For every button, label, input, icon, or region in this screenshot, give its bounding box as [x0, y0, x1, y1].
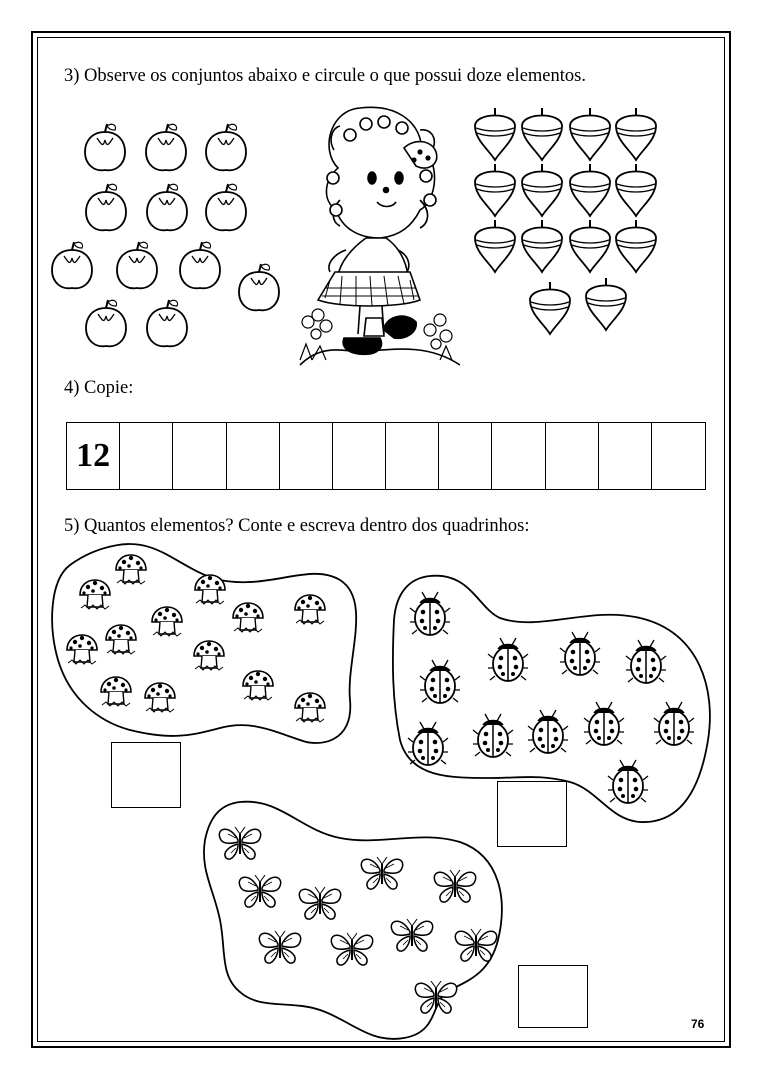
ladybug-icon: [560, 632, 600, 675]
butterfly-icon: [259, 931, 300, 963]
spinning-top-icon: [616, 108, 656, 160]
mushroom-icon: [295, 595, 325, 624]
fruit-icon: [239, 264, 279, 310]
mushroom-icon: [233, 603, 263, 632]
fruit-icon: [52, 242, 92, 288]
spinning-top-icon: [522, 108, 562, 160]
butterfly-icon: [391, 919, 432, 951]
fruit-icon: [206, 124, 246, 170]
ladybug-icon: [654, 702, 694, 745]
ladybug-icon: [420, 660, 460, 703]
question-3-text: 3) Observe os conjuntos abaixo e circule o que possui doze elementos.: [64, 66, 586, 86]
mushroom-set: [67, 555, 325, 722]
fruit-icon: [146, 124, 186, 170]
mushroom-icon: [80, 580, 110, 609]
mushroom-answer-box[interactable]: [111, 742, 181, 808]
ladybug-icon: [584, 702, 624, 745]
spinning-top-icon: [586, 278, 626, 330]
spinning-top-icon: [530, 282, 570, 334]
spinning-top-icon: [522, 164, 562, 216]
mushroom-icon: [295, 693, 325, 722]
spinning-top-icon: [570, 108, 610, 160]
question-4-text: 4) Copie:: [64, 378, 134, 398]
ladybug-icon: [528, 710, 568, 753]
spinning-top-icon: [522, 220, 562, 272]
mushroom-icon: [152, 607, 182, 636]
ladybug-set: [408, 592, 694, 803]
butterfly-icon: [219, 827, 260, 859]
spinning-top-icon: [570, 220, 610, 272]
ladybug-icon: [473, 714, 513, 757]
mushroom-icon: [194, 641, 224, 670]
butterfly-icon: [361, 857, 402, 889]
fruit-set: [52, 124, 279, 346]
butterfly-icon: [299, 887, 340, 919]
mushroom-icon: [116, 555, 146, 584]
fruit-icon: [147, 300, 187, 346]
spinning-top-icon: [616, 164, 656, 216]
girl-illustration: [300, 107, 460, 365]
spinning-top-icon: [475, 108, 515, 160]
fruit-icon: [86, 300, 126, 346]
butterfly-icon: [331, 933, 372, 965]
spinning-top-icon: [616, 220, 656, 272]
spinning-top-icon: [475, 164, 515, 216]
fruit-icon: [147, 184, 187, 230]
mushroom-icon: [145, 683, 175, 712]
mushroom-icon: [243, 671, 273, 700]
ladybug-icon: [410, 592, 450, 635]
fruit-icon: [180, 242, 220, 288]
mushroom-icon: [101, 677, 131, 706]
butterfly-icon: [239, 875, 280, 907]
fruit-icon: [206, 184, 246, 230]
fruit-icon: [85, 124, 125, 170]
ladybug-icon: [408, 722, 448, 765]
ladybug-answer-box[interactable]: [497, 781, 567, 847]
spinning-top-icon: [475, 220, 515, 272]
butterfly-icon: [455, 929, 496, 961]
butterfly-answer-box[interactable]: [518, 965, 588, 1028]
mushroom-icon: [67, 635, 97, 664]
fruit-icon: [86, 184, 126, 230]
butterfly-icon: [434, 870, 475, 902]
ladybug-icon: [608, 760, 648, 803]
spinning-top-set: [475, 108, 656, 334]
spinning-top-icon: [570, 164, 610, 216]
mushroom-icon: [106, 625, 136, 654]
copy-model-cell: 12: [67, 423, 120, 489]
question-5-text: 5) Quantos elementos? Conte e escreva dentro dos quadrinhos:: [64, 516, 530, 536]
page-number: 76: [691, 1017, 705, 1031]
mushroom-icon: [195, 575, 225, 604]
fruit-icon: [117, 242, 157, 288]
ladybug-icon: [626, 640, 666, 683]
ladybug-icon: [488, 638, 528, 681]
butterfly-set: [219, 827, 496, 1013]
